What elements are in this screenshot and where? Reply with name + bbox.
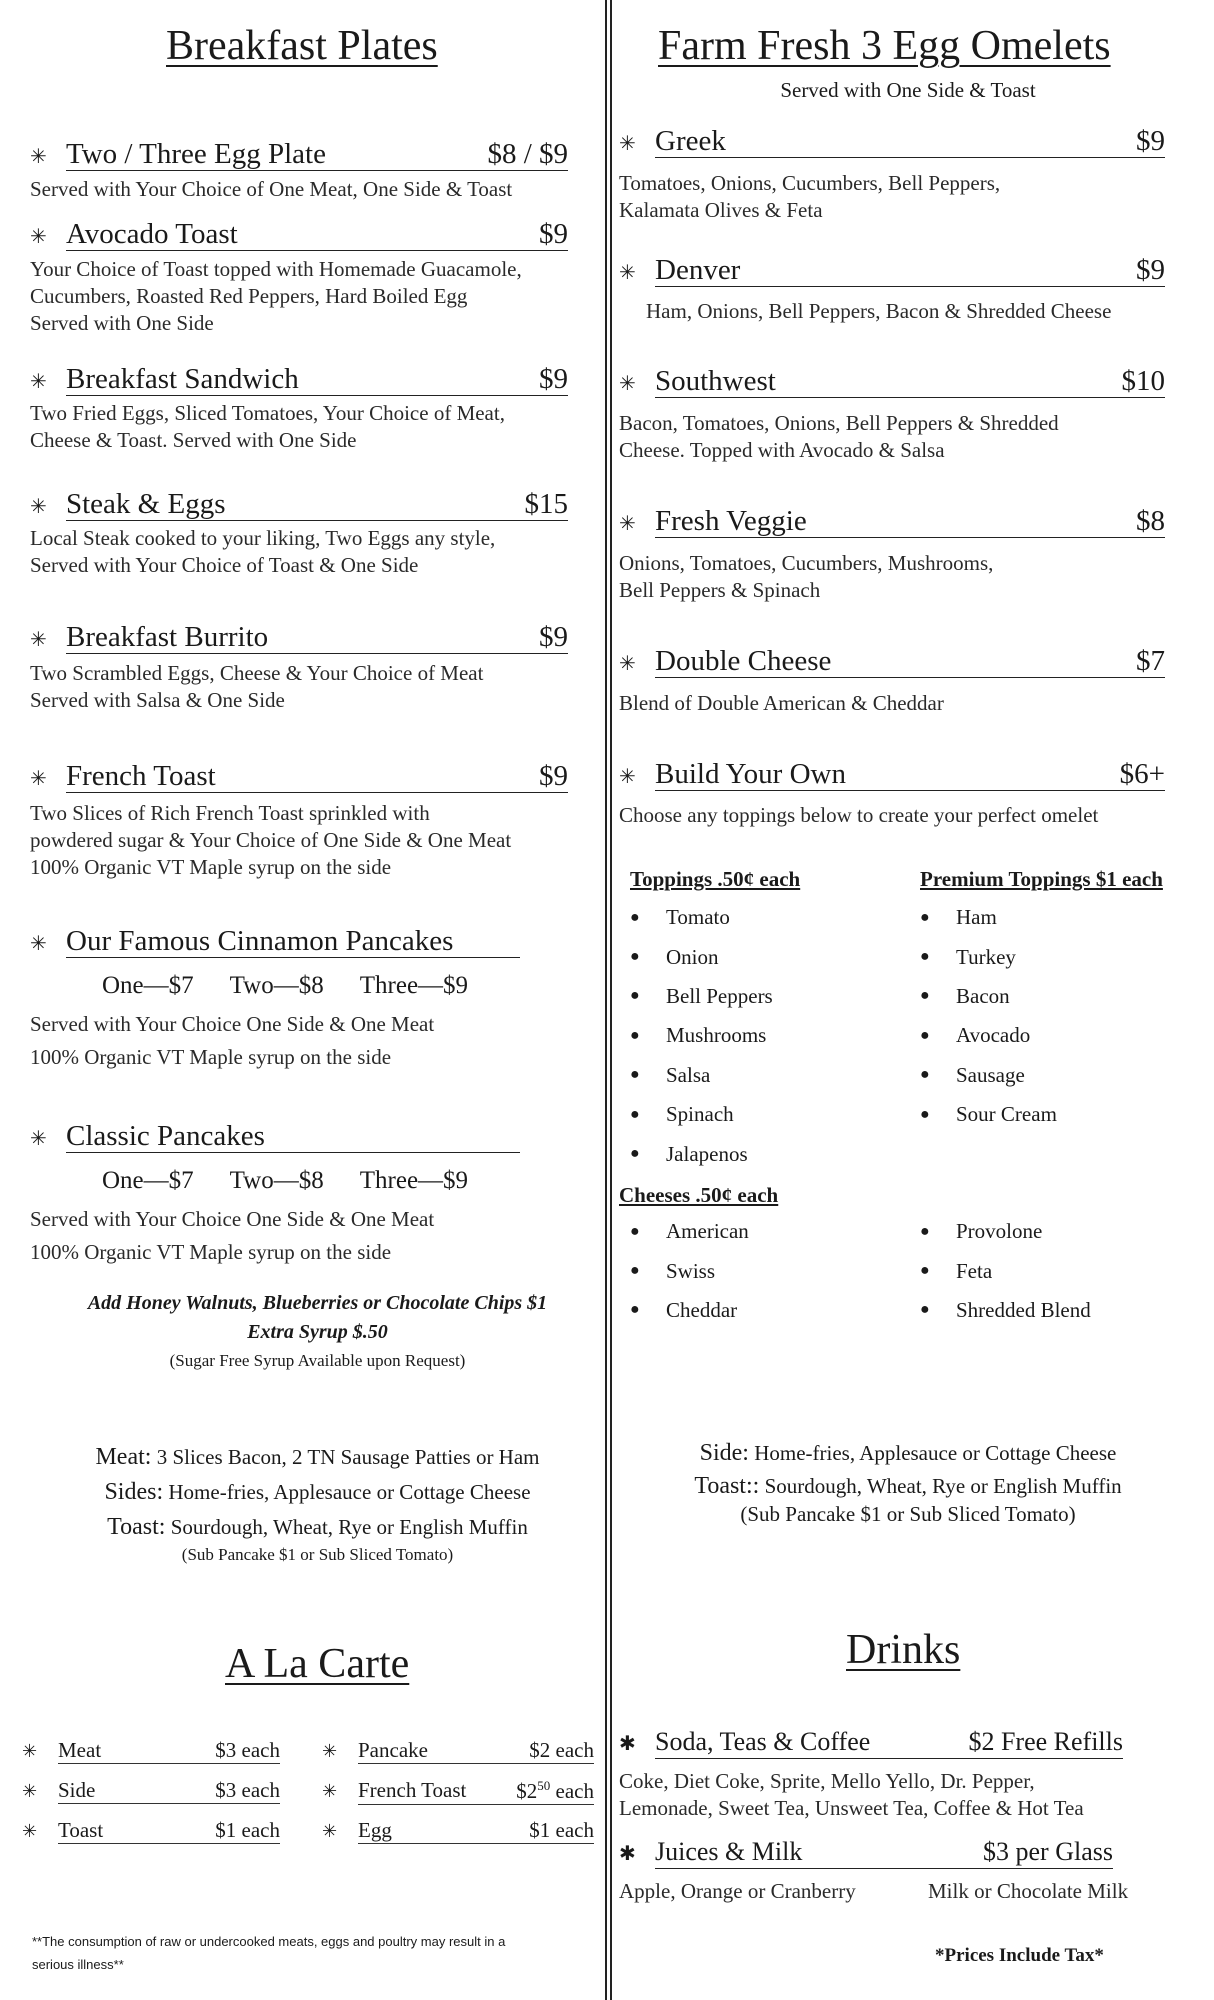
bullet-dot-icon: ● <box>920 1026 930 1044</box>
desc-line: Served with Salsa & One Side <box>30 688 285 712</box>
omelet-item-price: $6+ <box>1119 758 1165 790</box>
omelet-item-name: Fresh Veggie <box>655 505 807 537</box>
bullet-icon: ✳ <box>619 373 636 395</box>
alacarte-item-price <box>215 1778 280 1803</box>
drink-juice-name: Juices & Milk <box>655 1837 803 1866</box>
omelet-sub-note: (Sub Pancake $1 or Sub Sliced Tomato) <box>740 1502 1076 1526</box>
bullet-dot-icon: ● <box>920 1222 930 1240</box>
desc-line: 100% Organic VT Maple syrup on the side <box>30 855 392 879</box>
premium-toppings-heading: Premium Toppings $1 each <box>920 867 1163 891</box>
bullet-dot-icon: ● <box>630 987 640 1005</box>
omelet-item-desc <box>619 802 1098 829</box>
drink-juice-price: $3 per Glass <box>983 1837 1113 1866</box>
omelet-item-desc <box>619 690 944 717</box>
breakfast-item <box>30 138 568 171</box>
addons-note <box>30 1289 605 1371</box>
topping-item <box>920 1291 1091 1330</box>
breakfast-item-desc <box>30 525 495 579</box>
omelet-item <box>619 758 1165 791</box>
omelet-item-desc <box>619 170 1000 224</box>
topping-item <box>630 1291 749 1330</box>
topping-name: American <box>666 1219 749 1244</box>
desc-line: Tomatoes, Onions, Cucumbers, Bell Peppers, <box>619 171 1001 195</box>
bullet-dot-icon: ● <box>920 948 930 966</box>
breakfast-item-price: $9 <box>539 760 568 792</box>
omelets-title: Farm Fresh 3 Egg Omelets <box>658 23 1111 69</box>
omelet-item-price: $8 <box>1136 505 1165 537</box>
topping-item <box>920 977 1057 1016</box>
desc-line: Served with Your Choice of Toast & One Side <box>30 553 419 577</box>
desc-line: Your Choice of Toast topped with Homemade Guacamole, <box>30 257 522 281</box>
side-options: Home-fries, Applesauce or Cottage Cheese <box>754 1441 1117 1465</box>
alacarte-price-value: $3 each <box>215 1738 280 1762</box>
alacarte-title: A La Carte <box>225 1641 410 1687</box>
topping-name: Spinach <box>666 1102 734 1127</box>
alacarte-price-value: $2 each <box>529 1738 594 1762</box>
alacarte-item <box>322 1738 594 1764</box>
desc-line: Served with Your Choice One Side & One Meat <box>30 1207 435 1231</box>
desc-line: Onions, Tomatoes, Cucumbers, Mushrooms, <box>619 551 994 575</box>
bullet-dot-icon: ● <box>920 987 930 1005</box>
breakfast-item-name: Two / Three Egg Plate <box>66 138 326 170</box>
omelet-item <box>619 254 1165 287</box>
bullet-dot-icon: ● <box>630 1026 640 1044</box>
desc-line: Ham, Onions, Bell Peppers, Bacon & Shredded Cheese <box>646 299 1112 323</box>
bullet-icon: ✳ <box>619 766 636 788</box>
breakfast-item-name: Breakfast Burrito <box>66 621 269 653</box>
bullet-icon: ✳ <box>22 1821 38 1841</box>
bullet-dot-icon: ● <box>630 1301 640 1319</box>
bullet-dot-icon: ● <box>630 948 640 966</box>
topping-name: Avocado <box>956 1023 1031 1048</box>
breakfast-item-price: $9 <box>539 363 568 395</box>
topping-name: Tomato <box>666 905 730 930</box>
topping-name: Onion <box>666 944 719 969</box>
desc-line: Served with Your Choice of One Meat, One Side & Toast <box>30 177 513 201</box>
breakfast-item <box>30 218 568 251</box>
desc-line: 100% Organic VT Maple syrup on the side <box>30 1240 392 1264</box>
alacarte-item <box>22 1778 280 1804</box>
breakfast-item-name: Breakfast Sandwich <box>66 363 299 395</box>
omelet-item-desc <box>619 550 993 604</box>
breakfast-item-desc <box>30 1008 434 1074</box>
alacarte-item <box>22 1818 280 1844</box>
toppings-list <box>630 898 773 1174</box>
breakfast-item-name: Our Famous Cinnamon Pancakes <box>66 925 454 957</box>
disclaimer-line-2: serious illness** <box>32 1957 124 1972</box>
toast-options: Sourdough, Wheat, Rye or English Muffin <box>170 1515 528 1539</box>
alacarte-price-value: $1 each <box>529 1818 594 1842</box>
disclaimer-line-1: **The consumption of raw or undercooked meats, eggs and poultry may result in a <box>32 1934 506 1949</box>
omelet-item-name: Double Cheese <box>655 645 832 677</box>
cheeses-heading: Cheeses .50¢ each <box>619 1183 779 1207</box>
alacarte-item <box>322 1818 594 1844</box>
alacarte-item <box>322 1778 594 1805</box>
alacarte-item-name: Egg <box>358 1818 392 1842</box>
topping-name: Cheddar <box>666 1297 738 1322</box>
topping-name: Salsa <box>666 1062 711 1087</box>
topping-item <box>920 898 1057 937</box>
alacarte-price-suffix: each <box>550 1779 594 1803</box>
desc-line: Cheese. Topped with Avocado & Salsa <box>619 438 945 462</box>
desc-line: powdered sugar & Your Choice of One Side & One Meat <box>30 828 512 852</box>
breakfast-item <box>30 621 568 654</box>
breakfast-item <box>30 363 568 396</box>
drink-soda-desc <box>619 1768 1084 1822</box>
desc-line: Two Slices of Rich French Toast sprinkled with <box>30 801 430 825</box>
topping-item <box>920 1251 1091 1290</box>
topping-name: Bell Peppers <box>666 983 773 1008</box>
bullet-icon: ✳ <box>30 629 47 651</box>
topping-item <box>630 977 773 1016</box>
alacarte-item-price <box>529 1818 594 1843</box>
breakfast-item <box>30 760 568 793</box>
premium-toppings-list <box>920 898 1057 1134</box>
omelet-item-desc <box>646 298 1111 325</box>
desc-line: Choose any toppings below to create your perfect omelet <box>619 803 1099 827</box>
breakfast-item-price: $9 <box>539 621 568 653</box>
omelet-item-price: $10 <box>1121 365 1165 397</box>
breakfast-item-price: $9 <box>539 218 568 250</box>
bullet-icon: ✳ <box>619 262 636 284</box>
bullet-dot-icon: ● <box>630 1066 640 1084</box>
topping-item <box>920 1056 1057 1095</box>
topping-item <box>630 1056 773 1095</box>
sides-options: Home-fries, Applesauce or Cottage Cheese <box>168 1480 531 1504</box>
omelets-subtitle: Served with One Side & Toast <box>780 78 1036 102</box>
alacarte-item-price <box>215 1738 280 1763</box>
desc-line: Local Steak cooked to your liking, Two Eggs any style, <box>30 526 496 550</box>
desc-line: Blend of Double American & Cheddar <box>619 691 944 715</box>
topping-item <box>920 1016 1057 1055</box>
drink-soda <box>619 1726 1123 1759</box>
addons-line-1: Add Honey Walnuts, Blueberries or Chocolate Chips $1 <box>87 1292 548 1314</box>
bullet-icon: ✱ <box>619 1843 636 1865</box>
topping-name: Ham <box>956 905 997 930</box>
bullet-icon: ✳ <box>30 146 47 168</box>
alacarte-price-value: $1 each <box>215 1818 280 1842</box>
meat-label: Meat: <box>95 1444 152 1470</box>
bullet-icon: ✳ <box>322 1741 338 1761</box>
topping-item <box>630 937 773 976</box>
desc-line: Cheese & Toast. Served with One Side <box>30 428 357 452</box>
pancake-price-option: Three—$9 <box>359 972 469 999</box>
omelet-sides-block <box>619 1436 1197 1527</box>
bullet-icon: ✳ <box>30 1128 47 1150</box>
drink-soda-price: $2 Free Refills <box>968 1727 1123 1756</box>
tax-note: *Prices Include Tax* <box>935 1945 1104 1966</box>
pancake-pricing <box>102 972 504 1000</box>
alacarte-item-name: Meat <box>58 1738 102 1762</box>
alacarte-item-price <box>516 1778 594 1804</box>
bullet-dot-icon: ● <box>920 1066 930 1084</box>
pancake-price-option: Three—$9 <box>359 1167 469 1194</box>
topping-item <box>920 937 1057 976</box>
topping-name: Feta <box>956 1258 993 1283</box>
bullet-icon: ✳ <box>619 653 636 675</box>
alacarte-item-name: Toast <box>58 1818 104 1842</box>
pancake-price-option: One—$7 <box>102 1167 194 1194</box>
desc-line: Bacon, Tomatoes, Onions, Bell Peppers & Shredded <box>619 411 1059 435</box>
topping-name: Turkey <box>956 944 1016 969</box>
drink-soda-name: Soda, Teas & Coffee <box>655 1727 871 1756</box>
toppings-heading: Toppings .50¢ each <box>630 867 801 891</box>
drink-soda-desc-line: Lemonade, Sweet Tea, Unsweet Tea, Coffee & Hot Tea <box>619 1796 1084 1820</box>
breakfast-item <box>30 1120 520 1153</box>
breakfast-item-desc <box>30 1203 434 1269</box>
side-label: Side: <box>699 1440 749 1466</box>
breakfast-title: Breakfast Plates <box>166 23 438 69</box>
omelet-item-name: Denver <box>655 254 741 286</box>
bullet-icon: ✳ <box>22 1741 38 1761</box>
bullet-dot-icon: ● <box>630 1222 640 1240</box>
desc-line: Cucumbers, Roasted Red Peppers, Hard Boiled Egg <box>30 284 468 308</box>
omelet-item-price: $7 <box>1136 645 1165 677</box>
omelet-item-name: Build Your Own <box>655 758 846 790</box>
breakfast-item-price: $8 / $9 <box>487 138 568 170</box>
sub-note: (Sub Pancake $1 or Sub Sliced Tomato) <box>181 1545 454 1564</box>
bullet-icon: ✳ <box>619 513 636 535</box>
pancake-price-option: One—$7 <box>102 972 194 999</box>
topping-name: Swiss <box>666 1258 716 1283</box>
meat-options: 3 Slices Bacon, 2 TN Sausage Patties or Ham <box>156 1445 540 1469</box>
topping-name: Provolone <box>956 1219 1043 1244</box>
bullet-dot-icon: ● <box>920 1105 930 1123</box>
alacarte-item-name: Pancake <box>358 1738 428 1762</box>
alacarte-item <box>22 1738 280 1764</box>
breakfast-item-desc <box>30 400 505 454</box>
breakfast-item-desc <box>30 256 522 337</box>
drink-soda-desc-line: Coke, Diet Coke, Sprite, Mello Yello, Dr. Pepper, <box>619 1769 1035 1793</box>
bullet-icon: ✳ <box>322 1821 338 1841</box>
cheeses-list-left <box>630 1212 749 1330</box>
omelet-item-name: Greek <box>655 125 726 157</box>
alacarte-item-name: French Toast <box>358 1778 467 1802</box>
bullet-icon: ✳ <box>30 496 47 518</box>
topping-item <box>920 1212 1091 1251</box>
drink-juice-right: Milk or Chocolate Milk <box>928 1879 1129 1903</box>
desc-line: Bell Peppers & Spinach <box>619 578 821 602</box>
breakfast-item <box>30 488 568 521</box>
alacarte-price-value: $3 each <box>215 1778 280 1802</box>
bullet-icon: ✳ <box>30 371 47 393</box>
disclaimer <box>32 1930 505 1976</box>
bullet-icon: ✳ <box>30 768 47 790</box>
desc-line: Two Fried Eggs, Sliced Tomatoes, Your Choice of Meat, <box>30 401 505 425</box>
breakfast-item <box>30 925 520 958</box>
breakfast-item-name: Steak & Eggs <box>66 488 226 520</box>
topping-item <box>630 1134 773 1173</box>
bullet-dot-icon: ● <box>630 1262 640 1280</box>
omelet-item-name: Southwest <box>655 365 776 397</box>
column-divider <box>605 0 612 2000</box>
bullet-icon: ✳ <box>322 1781 338 1801</box>
breakfast-sides-block <box>30 1440 605 1565</box>
omelet-item-price: $9 <box>1136 125 1165 157</box>
cheeses-list-right <box>920 1212 1091 1330</box>
topping-name: Mushrooms <box>666 1023 767 1048</box>
breakfast-item-desc <box>30 176 512 203</box>
drink-juice-left: Apple, Orange or Cranberry <box>619 1879 856 1903</box>
bullet-dot-icon: ● <box>630 908 640 926</box>
breakfast-item-desc <box>30 660 483 714</box>
topping-name: Jalapenos <box>666 1141 748 1166</box>
bullet-icon: ✳ <box>22 1781 38 1801</box>
bullet-dot-icon: ● <box>630 1145 640 1163</box>
breakfast-item-name: Classic Pancakes <box>66 1120 265 1152</box>
omelet-item <box>619 365 1165 398</box>
desc-line: Kalamata Olives & Feta <box>619 198 823 222</box>
pancake-price-option: Two—$8 <box>229 1167 324 1194</box>
omelet-toast-options: Sourdough, Wheat, Rye or English Muffin <box>764 1474 1122 1498</box>
pancake-price-option: Two—$8 <box>229 972 324 999</box>
omelet-item-price: $9 <box>1136 254 1165 286</box>
alacarte-price-value: $2 <box>516 1779 538 1803</box>
topping-item <box>630 1095 773 1134</box>
bullet-dot-icon: ● <box>920 1262 930 1280</box>
omelet-item <box>619 645 1165 678</box>
breakfast-item-desc <box>30 800 511 881</box>
drinks-title: Drinks <box>846 1627 961 1673</box>
topping-item <box>630 1251 749 1290</box>
omelet-item <box>619 125 1165 158</box>
bullet-dot-icon: ● <box>920 908 930 926</box>
desc-line: Served with One Side <box>30 311 214 335</box>
breakfast-item-price: $15 <box>524 488 568 520</box>
desc-line: 100% Organic VT Maple syrup on the side <box>30 1045 392 1069</box>
bullet-dot-icon: ● <box>630 1105 640 1123</box>
topping-name: Sausage <box>956 1062 1025 1087</box>
alacarte-item-price <box>529 1738 594 1763</box>
topping-name: Bacon <box>956 983 1010 1008</box>
bullet-dot-icon: ● <box>920 1301 930 1319</box>
bullet-icon: ✳ <box>619 133 636 155</box>
bullet-icon: ✳ <box>30 933 47 955</box>
topping-item <box>630 898 773 937</box>
bullet-icon: ✳ <box>30 226 47 248</box>
topping-name: Sour Cream <box>956 1102 1057 1127</box>
topping-item <box>630 1016 773 1055</box>
addons-line-2: Extra Syrup $.50 <box>247 1321 388 1343</box>
omelet-item-desc <box>619 410 1059 464</box>
topping-item <box>920 1095 1057 1134</box>
breakfast-item-name: Avocado Toast <box>66 218 238 250</box>
topping-item <box>630 1212 749 1251</box>
topping-name: Shredded Blend <box>956 1297 1091 1322</box>
desc-line: Two Scrambled Eggs, Cheese & Your Choice of Meat <box>30 661 484 685</box>
sugar-free-note: (Sugar Free Syrup Available upon Request) <box>169 1351 466 1370</box>
bullet-icon: ✱ <box>619 1733 636 1755</box>
omelet-toast-label: Toast:: <box>694 1473 760 1499</box>
sides-label: Sides: <box>104 1479 164 1505</box>
omelet-item <box>619 505 1165 538</box>
alacarte-price-cents: 50 <box>537 1778 551 1793</box>
drink-juice <box>619 1836 1113 1869</box>
pancake-pricing <box>102 1167 504 1195</box>
alacarte-item-price <box>215 1818 280 1843</box>
alacarte-item-name: Side <box>58 1778 96 1802</box>
breakfast-item-name: French Toast <box>66 760 216 792</box>
toast-label: Toast: <box>107 1514 166 1540</box>
desc-line: Served with Your Choice One Side & One Meat <box>30 1012 435 1036</box>
